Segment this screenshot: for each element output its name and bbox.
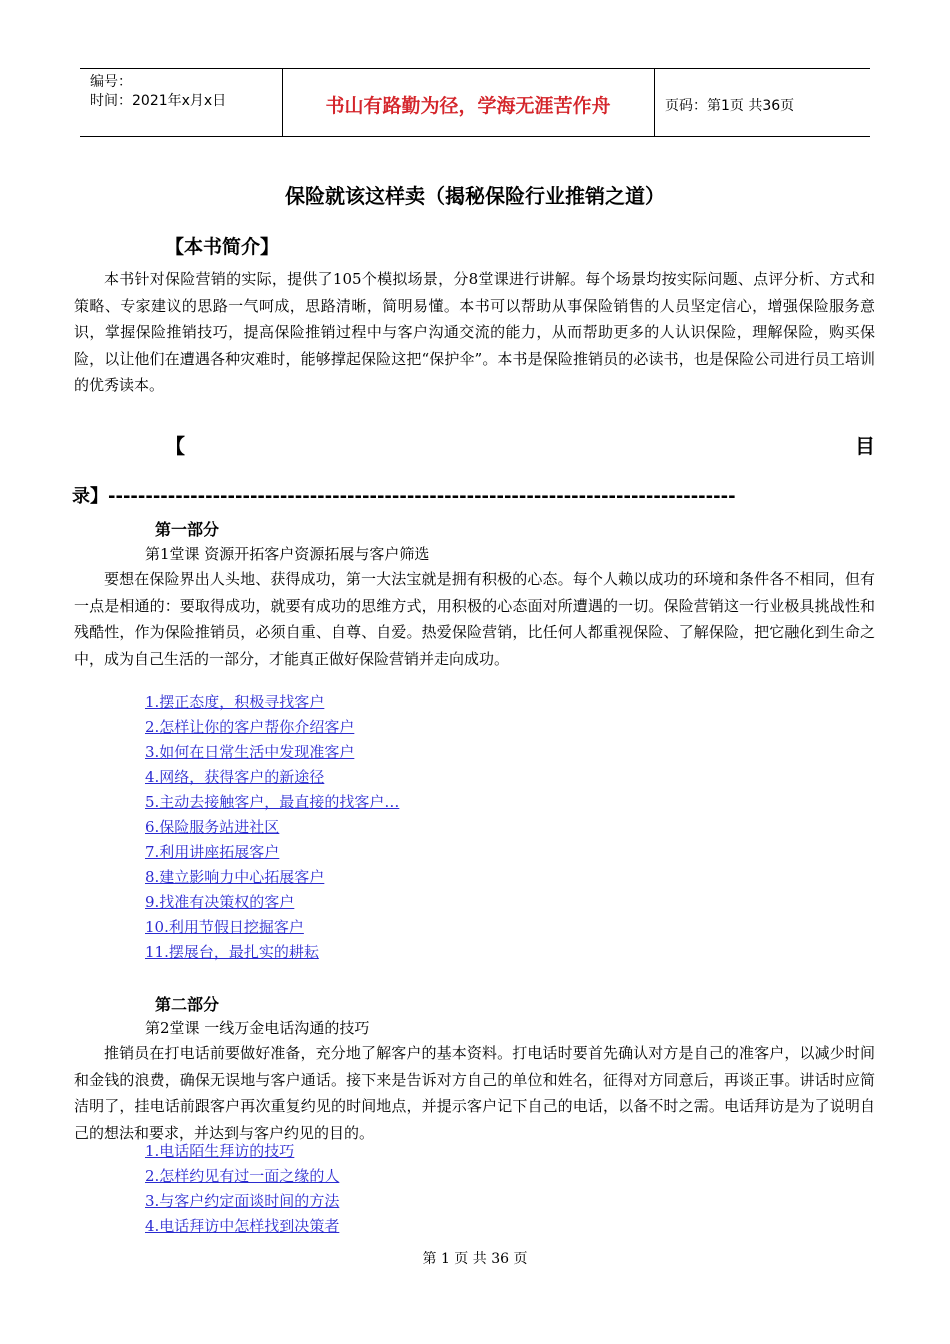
toc-link[interactable]: 8.建立影响力中心拓展客户 xyxy=(145,868,325,886)
part-paragraph: 要想在保险界出人头地、获得成功，第一大法宝就是拥有积极的心态。每个人赖以成功的环境和条件各不相同，但有一点是相通的：要取得成功，就要有成功的思维方式，用积极的心态面对所遭遇的一切。保险营销这一行业极具挑战性和残酷性，作为保险推销员，必须自重、自尊、自爱。热爱保险营销，比任何人都重视保险、了解保险，把它融化到生命之中，成为自己生活的一部分，才能真正做好保险营销并走向成功。 xyxy=(74,570,875,668)
toc-link[interactable]: 10.利用节假日挖掘客户 xyxy=(145,918,304,936)
list-item xyxy=(145,890,405,915)
list-item xyxy=(145,1214,345,1239)
toc-link[interactable]: 4.电话拜访中怎样找到决策者 xyxy=(145,1217,340,1235)
toc-link[interactable]: 3.如何在日常生活中发现准客户 xyxy=(145,743,355,761)
header-motto: 书山有路勤为径，学海无涯苦作舟 xyxy=(325,95,611,117)
list-item xyxy=(145,840,405,865)
time-label: 时间：2021年x月x日 xyxy=(90,93,227,109)
toc-bracket: 【 xyxy=(165,434,185,458)
part-paragraph: 推销员在打电话前要做好准备，充分地了解客户的基本资料。打电话时要首先确认对方是自己的准客户，以减少时间和金钱的浪费，确保无误地与客户通话。接下来是告诉对方自己的单位和姓名，征得对方同意后，再谈正事。讲话时应简洁明了，挂电话前跟客户再次重复约见的时间地点，并提示客户记下自己的电话，以备不时之需。电话拜访是为了说明自己的想法和要求，并达到与客户约见的目的。 xyxy=(74,1044,875,1142)
list-item xyxy=(145,1164,345,1189)
toc-link[interactable]: 3.与客户约定面谈时间的方法 xyxy=(145,1192,340,1210)
header-table xyxy=(80,68,870,137)
part-heading: 第二部分 xyxy=(155,995,220,1014)
list-item xyxy=(145,715,405,740)
list-item xyxy=(145,790,405,815)
toc-char: 目 xyxy=(855,434,875,458)
list-item xyxy=(145,815,405,840)
toc-heading-line: 录】------------------------------------------------------------------------------------ xyxy=(72,486,736,507)
toc-link[interactable]: 5.主动去接触客户，最直接的找客户… xyxy=(145,793,400,811)
part-heading: 第一部分 xyxy=(155,520,220,539)
toc-link[interactable]: 9.找准有决策权的客户 xyxy=(145,893,295,911)
list-item xyxy=(145,915,405,940)
link-list xyxy=(145,690,405,965)
toc-link[interactable]: 2.怎样让你的客户帮你介绍客户 xyxy=(145,718,355,736)
toc-link[interactable]: 6.保险服务站进社区 xyxy=(145,818,280,836)
list-item xyxy=(145,1189,345,1214)
document-title: 保险就该这样卖（揭秘保险行业推销之道） xyxy=(285,184,665,208)
page-footer: 第 1 页 共 36 页 xyxy=(422,1251,528,1267)
link-list xyxy=(145,1139,345,1239)
lesson-title: 第2堂课 一线万金电话沟通的技巧 xyxy=(145,1019,370,1037)
intro-paragraph: 本书针对保险营销的实际，提供了105个模拟场景，分8堂课进行讲解。每个场景均按实际问题、点评分析、方式和策略、专家建议的思路一气呵成，思路清晰，简明易懂。本书可以帮助从事保险销售的人员坚定信心，增强保险服务意识，掌握保险推销技巧，提高保险推销过程中与客户沟通交流的能力，从而帮助更多的人认识保险，理解保险，购买保险，以让他们在遭遇各种灾难时，能够撑起保险这把“保护伞”。本书是保险推销员的必读书，也是保险公司进行员工培训的优秀读本。 xyxy=(74,270,875,394)
header-meta xyxy=(90,73,226,111)
toc-link[interactable]: 1.电话陌生拜访的技巧 xyxy=(145,1142,295,1160)
toc-link[interactable]: 2.怎样约见有过一面之缘的人 xyxy=(145,1167,340,1185)
toc-link[interactable]: 7.利用讲座拓展客户 xyxy=(145,843,280,861)
lesson-title: 第1堂课 资源开拓客户资源拓展与客户筛选 xyxy=(145,545,430,563)
list-item xyxy=(145,940,405,965)
list-item xyxy=(145,1139,345,1164)
list-item xyxy=(145,865,405,890)
list-item xyxy=(145,765,405,790)
list-item xyxy=(145,690,405,715)
toc-link[interactable]: 1.摆正态度，积极寻找客户 xyxy=(145,693,325,711)
toc-link[interactable]: 11.摆展台，最扎实的耕耘 xyxy=(145,943,319,961)
header-divider xyxy=(654,69,655,136)
intro-heading: 【本书简介】 xyxy=(165,236,280,258)
list-item xyxy=(145,740,405,765)
number-label: 编号： xyxy=(90,74,132,90)
header-page-info: 页码：第1页 共36页 xyxy=(665,98,795,114)
toc-link[interactable]: 4.网络，获得客户的新途径 xyxy=(145,768,325,786)
